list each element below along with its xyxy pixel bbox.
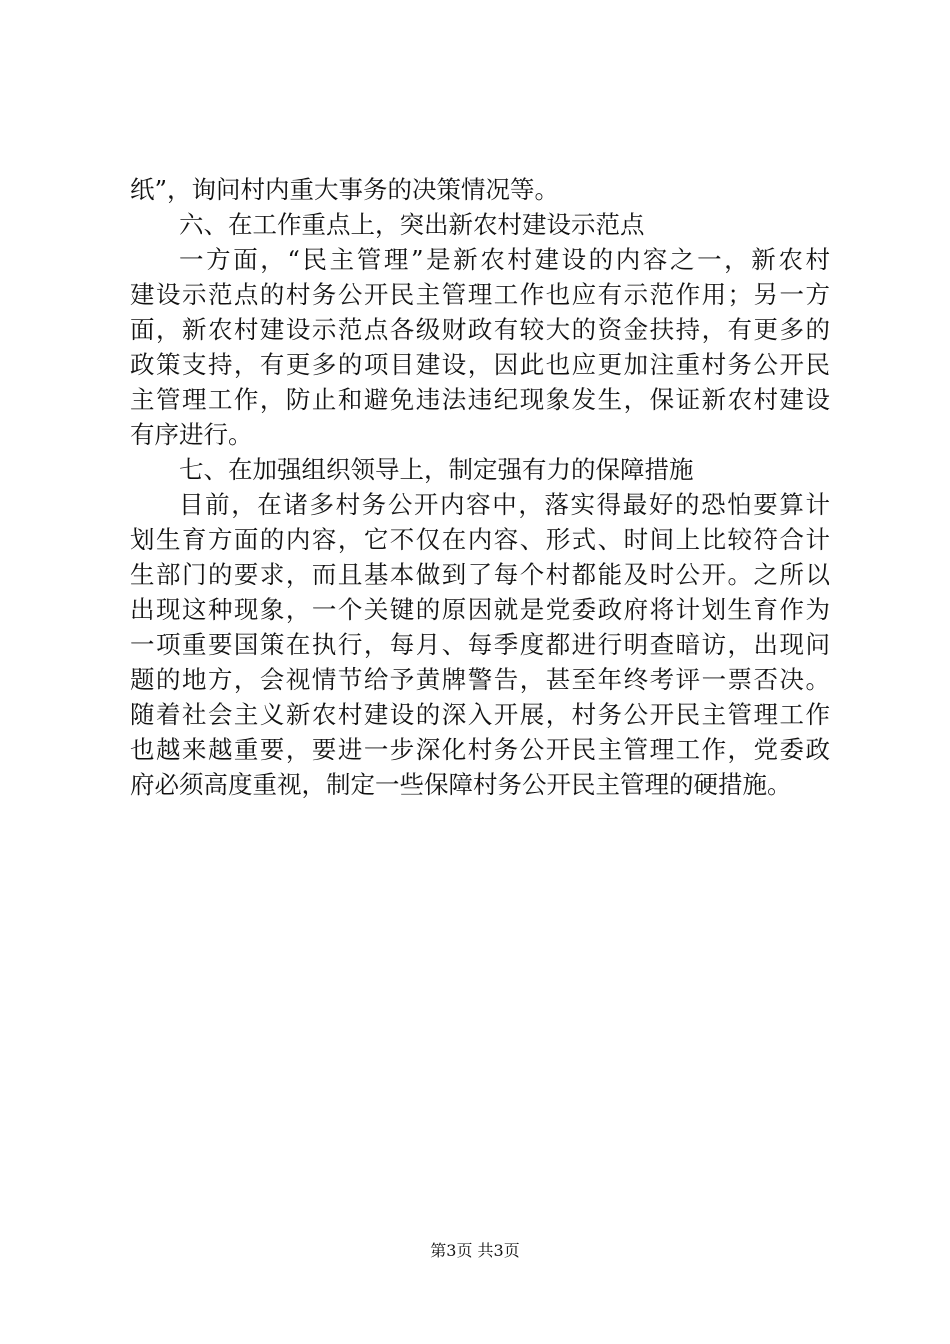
paragraph-line: 建设示范点的村务公开民主管理工作也应有示范作用；另一方	[130, 280, 830, 309]
paragraph-line: 有序进行。	[130, 420, 253, 449]
paragraph-line: 一项重要国策在执行，每月、每季度都进行明查暗访，出现问	[130, 630, 830, 659]
paragraph-line: 出现这种现象，一个关键的原因就是党委政府将计划生育作为	[130, 595, 830, 624]
paragraph-line: 主管理工作，防止和避免违法违纪现象发生，保证新农村建设	[130, 385, 830, 414]
paragraph-line: 一方面，“民主管理”是新农村建设的内容之一，新农村	[179, 245, 830, 274]
paragraph-line: 生部门的要求，而且基本做到了每个村都能及时公开。之所以	[130, 560, 830, 589]
paragraph-line: 题的地方，会视情节给予黄牌警告，甚至年终考评一票否决。	[130, 665, 830, 694]
section-heading-seven: 七、在加强组织领导上，制定强有力的保障措施	[179, 455, 694, 484]
paragraph-line: 府必须高度重视，制定一些保障村务公开民主管理的硬措施。	[130, 770, 792, 799]
paragraph-line: 纸”，询问村内重大事务的决策情况等。	[130, 175, 560, 204]
paragraph-line: 也越来越重要，要进一步深化村务公开民主管理工作，党委政	[130, 735, 830, 764]
section-heading-six: 六、在工作重点上，突出新农村建设示范点	[179, 210, 645, 239]
page-number-footer: 第3页 共3页	[430, 1241, 520, 1260]
paragraph-line: 目前，在诸多村务公开内容中，落实得最好的恐怕要算计	[179, 490, 830, 519]
paragraph-line: 面，新农村建设示范点各级财政有较大的资金扶持，有更多的	[130, 315, 830, 344]
paragraph-line: 随着社会主义新农村建设的深入开展，村务公开民主管理工作	[130, 700, 830, 729]
document-body	[130, 172, 830, 802]
paragraph-line: 政策支持，有更多的项目建设，因此也应更加注重村务公开民	[130, 350, 830, 379]
paragraph-line: 划生育方面的内容，它不仅在内容、形式、时间上比较符合计	[130, 525, 830, 554]
